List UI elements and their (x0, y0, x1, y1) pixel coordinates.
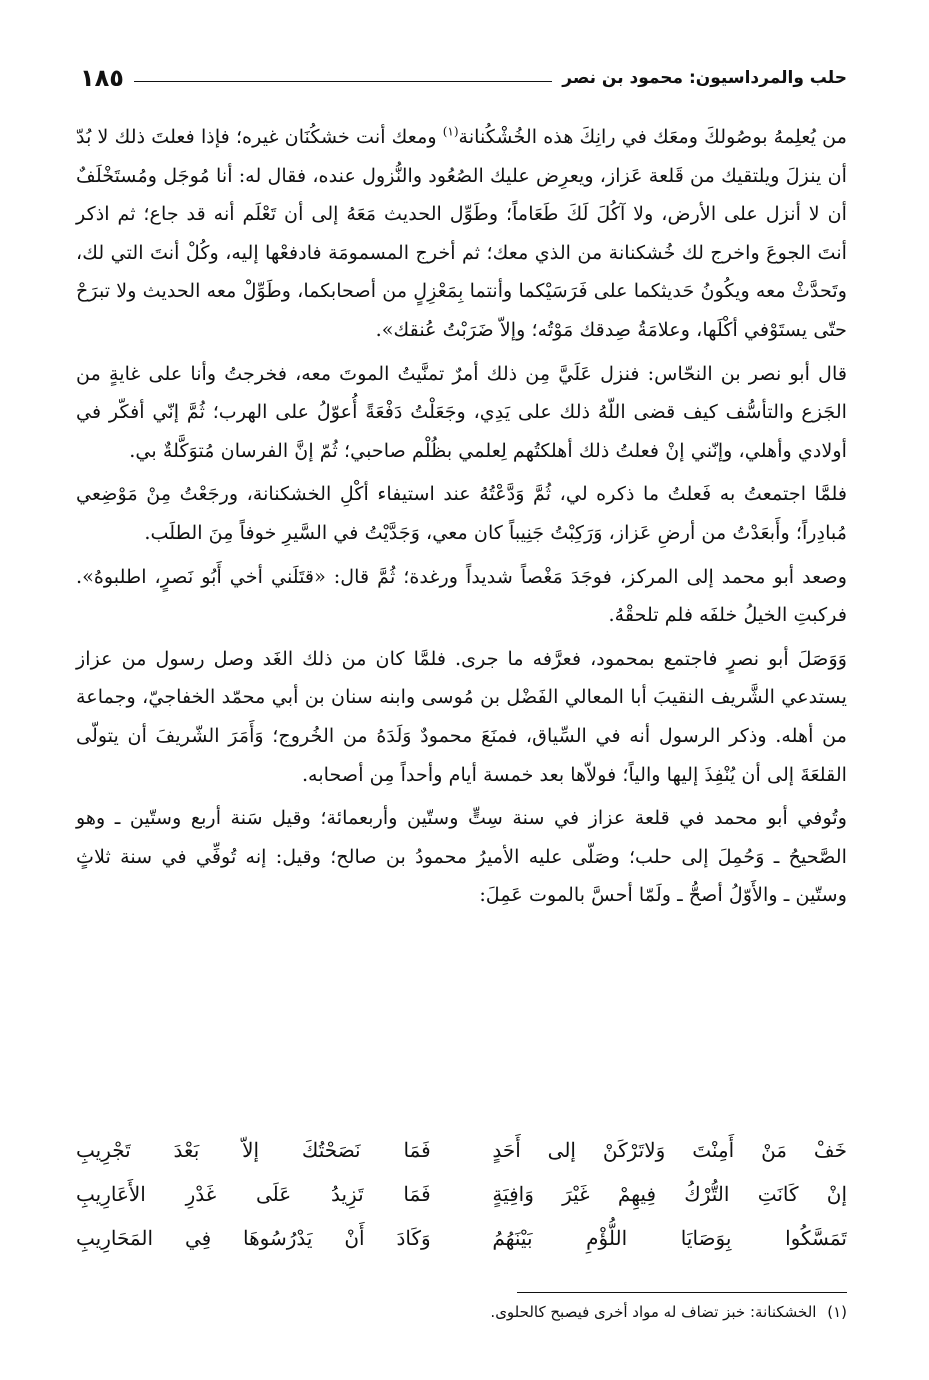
footnote (76, 1303, 847, 1321)
running-header (80, 58, 847, 92)
footnote-text: الخشكنانة: خبز تضاف له مواد أخرى فيصبح كالحلوى. (490, 1303, 817, 1321)
verse-first-hemistich: إنْ كَانَتِ التُّرْكُ فِيهِمْ غَيْرَ وَافِيَةٍ (492, 1182, 847, 1206)
paragraph: وتُوفي أبو محمد في قلعة عزاز في سنة سِتٍّ وستّين وأربعمائة؛ وقيل سَنة أربع وستّين ـ وهو الصَّحيحُ ـ وَحُمِلَ إلى حلب؛ وصَلّى عليه الأميرُ محمودُ بن صالح؛ وقيل: إنه تُوفِّي في سنة ثلاثٍ وستّين ـ والأَوّلُ أصحُّ ـ ولَمّا أحسَّ بالموت عَمِلَ: (76, 806, 847, 907)
paragraph: فلمَّا اجتمعتُ به فَعلتُ ما ذكره لي، ثُمَّ وَدَّعْتُهُ عند استيفاء أكْلِ الخشكنانة، ورجَعْتُ مِنْ مَوْضِعي مُبادِراً؛ وأَبعَدْتُ من أرضِ عَزاز، وَرَكِبْتُ جَنِيباً كان معي، وَجَدَّيْتُ في السَّيرِ خوفاً مِنَ الطلَب. (76, 482, 847, 544)
paragraph: وَوَصَلَ أبو نصرٍ فاجتمع بمحمود، فعرَّفه ما جرى. فلمَّا كان من ذلك الغَد وصل رسول من عزاز يستدعي الشَّريف النقيبَ أبا المعالي الفَضْل بن مُوسى وابنه سنان بن أبي محمّد الخفاجيّ، وجماعة من أهله. وذكر الرسول أنه في السِّياق، فمنَعَ محمودٌ وَلَدَهُ من الخُروج؛ وَأَمَرَ الشّريفَ أن يتولّى القلعَةَ إلى أن يُنْفِذَ إليها والياً؛ فولاّها بعد خمسة أيام وأحداً مِن أصحابه. (76, 646, 847, 786)
header-title: حلب والمرداسيون: محمود بن نصر (562, 68, 847, 88)
page-number: ١٨٥ (80, 64, 124, 92)
verse-first-hemistich: تَمَسَّكُوا بِوَصَايَا اللُّؤْمِ بَيْنَهُمُ (492, 1226, 847, 1250)
paragraph: قال أبو نصر بن النحّاس: فنزل عَلَيَّ مِن ذلك أمرٌ تمنَّيتُ الموتَ معه، فخرجتُ وأنا على غايةٍ من الجَزع والتأسُّف كيف قضى اللّهُ ذلك على يَدِي، وجَعَلْتُ دَفْعَةً أُعوّلُ على الهرب؛ ثُمَّ إنّي أفكّر في أولادي وأهلي، وإنّني إنْ فعلتُ ذلك أهلكتُهم لِعلمي بظُلْم صاحبي؛ ثُمّ إنَّ الفرسان مُتوَكَّلةٌ بي. (76, 361, 847, 462)
verse-second-hemistich: فَمَا تَزِيدُ عَلَى غَدْرِ الأَعَارِيبِ (76, 1182, 431, 1206)
poem-verse (76, 1216, 847, 1260)
verse-second-hemistich: فَمَا نَصَحْتُكَ إلاّ بَعْدَ تَجْرِيبِ (76, 1138, 431, 1162)
poem-verse (76, 1128, 847, 1172)
header-rule (134, 81, 552, 82)
footnote-reference: (١) (442, 124, 459, 139)
paragraph: وصعد أبو محمد إلى المركز، فوجَدَ مَغْصاً شديداً ورغدة؛ ثُمَّ قال: «قتَلَني أخي أَبُو نَصرٍ، اطلبوهُ». فركبتِ الخيلُ خلفَه فلم تلحقْهُ. (76, 564, 847, 627)
body-text (76, 118, 847, 920)
footnote-marker: (١) (827, 1303, 847, 1321)
verse-first-hemistich: خَفْ مَنْ أَمِنْتَ وَلاتَرْكَنْ إلى أَحَدٍ (492, 1138, 847, 1162)
paragraph-text-start: من يُعلِمهُ بوصُولكَ ومعَك في رانِكَ هذه الخُشْكُنانة (458, 125, 847, 148)
footnote-separator (517, 1292, 847, 1293)
verse-second-hemistich: وَكَادَ أَنْ يَدْرُسُوهَا فِي المَحَارِيبِ (76, 1226, 431, 1250)
paragraph-text-end: ومعك أنت خشكُنَان غيره؛ فإذا فعلتَ ذلك لا بُدّ أن ينزلَ ويلتقيك من قَلعة عَزاز، ويعرِض عليك الصُعُود والنُّزول عنده، فقال له: أنا مُوجَل ومُستَخْلَفٌ أن لا أنزل على الأرض، ولا آكُلَ لَكَ طَعَاماً؛ وطَوِّل الحديث مَعَهُ إلى أن تَعْلَم أنه قد جاع؛ ثم اذكر أنتَ الجوعَ واخرج لك خُشكنانة من الذي معك؛ ثم أخرج المسمومَة فادفعْها إليه، وكُلْ أنتَ التي لك، وتَحدَّثْ معه ويكُونُ حَديثكما على فَرَسَيْكما وأنتما بِمَعْزِلٍ من أصحابكما، وطَوِّلْ معه الحديث ولا تبرَحْ حتّى يستَوْفي أكْلَها، وعلامَةُ صِدقك مَوْتُه؛ وإلاّ ضَرَبْتُ عُنقك». (76, 125, 847, 341)
poem (76, 1128, 847, 1260)
paragraph (76, 118, 847, 350)
poem-verse (76, 1172, 847, 1216)
